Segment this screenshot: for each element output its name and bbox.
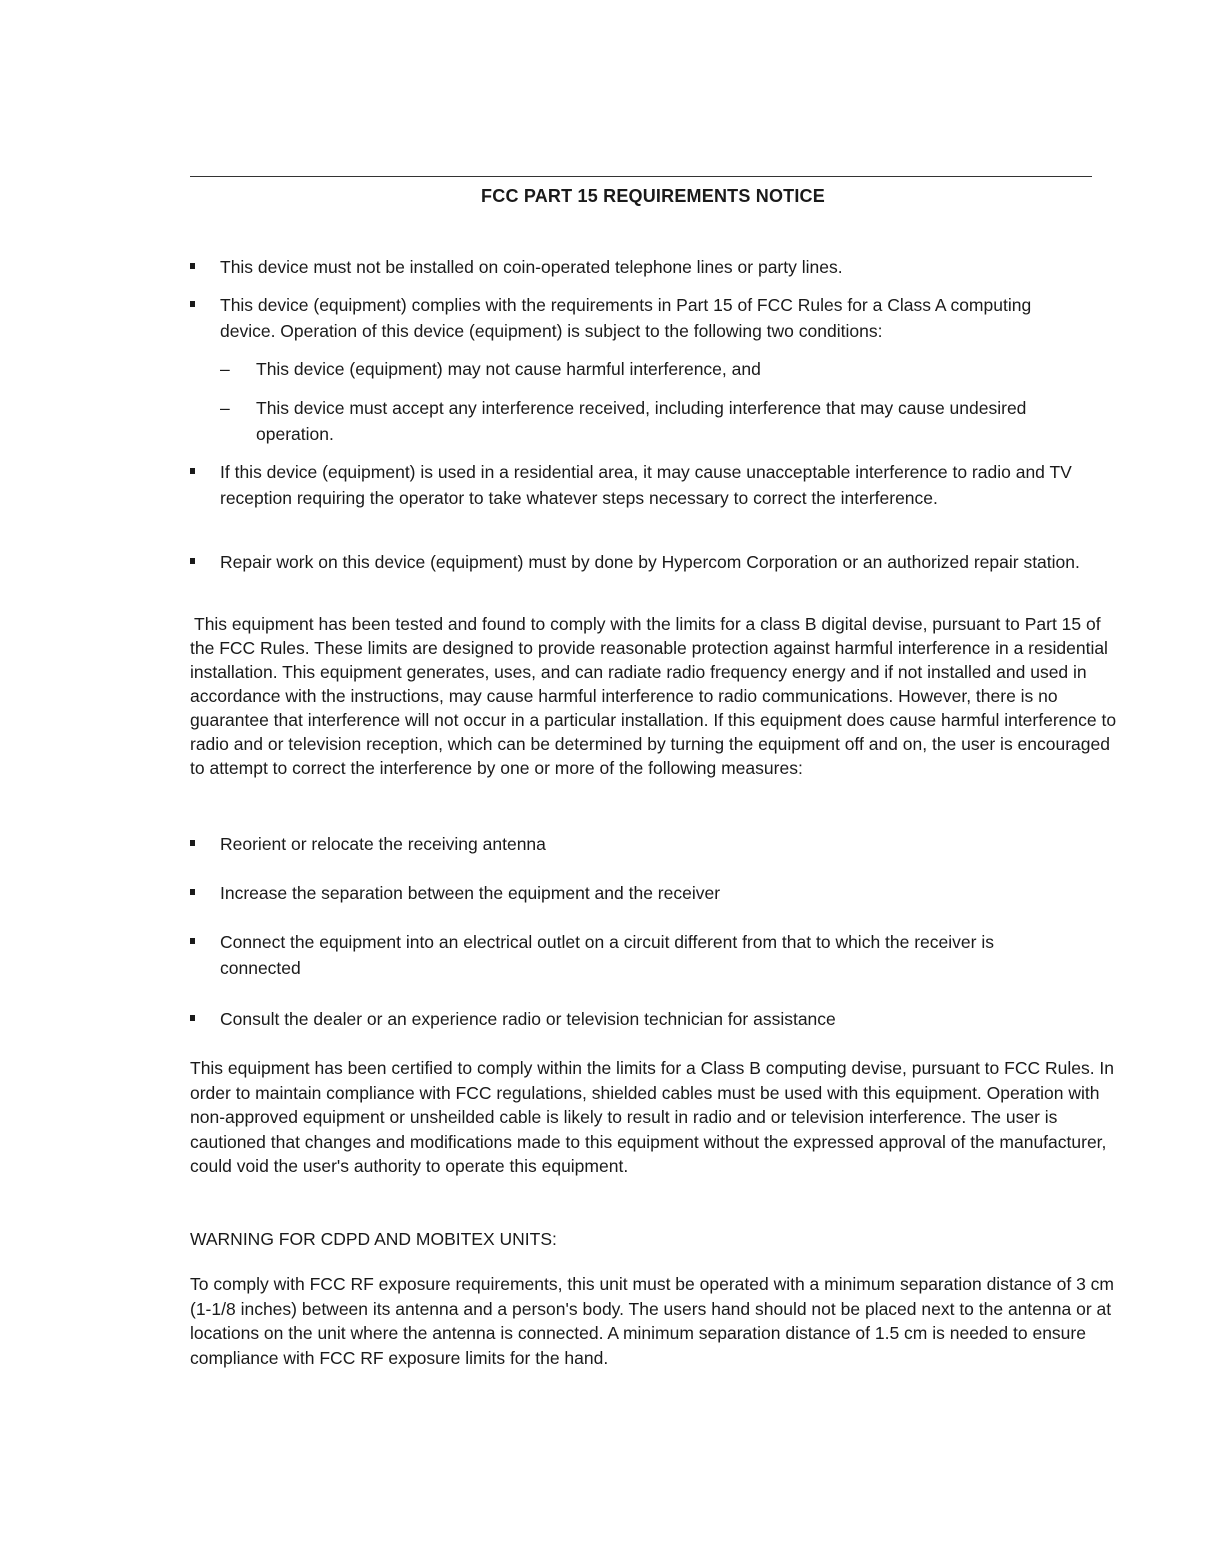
bullet-icon [190,1015,195,1021]
bullet-text: This device must not be installed on coin-operated telephone lines or party lines. [220,257,843,277]
bullet-text: If this device (equipment) is used in a residential area, it may cause unacceptable interference to radio and TV reception requiring the operator to take whatever steps necessary to correct the interference. [220,462,1072,508]
dash-marker: – [220,359,230,379]
measure-bullet [190,929,1070,981]
top-rule [190,176,1092,177]
warning-heading: WARNING FOR CDPD AND MOBITEX UNITS: [190,1229,557,1249]
dash-marker: – [220,398,230,418]
rf-exposure-paragraph: To comply with FCC RF exposure requirements, this unit must be operated with a minimum separation distance of 3 cm (1-1/8 inches) between its antenna and a person's body. The users hand should not be placed next to the antenna or at locations on the unit where the antenna is connected. A minimum separation distance of 1.5 cm is needed to ensure compliance with FCC RF exposure limits for the hand. [190,1274,1114,1368]
condition-item [220,356,1080,382]
bullet-text: This device (equipment) complies with the requirements in Part 15 of FCC Rules for a Class A computing device. Operation of this device (equipment) is subject to the following two conditions: [220,295,1032,341]
bullet-icon [190,889,195,895]
bullet-icon [190,558,195,564]
bullet-icon [190,263,195,269]
measure-text: Consult the dealer or an experience radio or television technician for assistance [220,1009,836,1029]
bullet-icon [190,301,195,307]
bullet-text: Repair work on this device (equipment) must by done by Hypercom Corporation or an authorized repair station. [220,552,1080,572]
measure-text: Connect the equipment into an electrical outlet on a circuit different from that to which the receiver is connected [220,932,994,978]
bullet-icon [190,938,195,944]
requirement-bullet [190,254,1090,280]
requirement-bullet [190,459,1080,511]
measure-bullet [190,1006,1090,1032]
condition-text: This device must accept any interference received, including interference that may cause undesired operation. [256,398,1027,444]
requirement-bullet [190,549,1080,575]
bullet-icon [190,468,195,474]
measure-text: Reorient or relocate the receiving antenna [220,834,546,854]
certification-paragraph: This equipment has been certified to comply within the limits for a Class B computing devise, pursuant to FCC Rules. In order to maintain compliance with FCC regulations, shielded cables must be used with this equipment. Operation with non-approved equipment or unsheilded cable is likely to result in radio and or television interference. The user is cautioned that changes and modifications made to this equipment without the expressed approval of the manufacturer, could void the user's authority to operate this equipment. [190,1058,1115,1176]
bullet-icon [190,840,195,846]
condition-item [220,395,1060,447]
measure-bullet [190,880,1090,906]
requirement-bullet [190,292,1070,344]
notice-title: FCC PART 15 REQUIREMENTS NOTICE [481,186,825,206]
measure-text: Increase the separation between the equipment and the receiver [220,883,721,903]
measure-bullet [190,831,1090,857]
test-compliance-paragraph: This equipment has been tested and found to comply with the limits for a class B digital devise, pursuant to Part 15 of the FCC Rules. These limits are designed to provide reasonable protection against harmful interference in a residential installation. This equipment generates, uses, and can radiate radio frequency energy and if not installed and used in accordance with the instructions, may cause harmful interference to radio communications. However, there is no guarantee that interference will not occur in a particular installation. If this equipment does cause harmful interference to radio and or television reception, which can be determined by turning the equipment off and on, the user is encouraged to attempt to correct the interference by one or more of the following measures: [190,614,1117,778]
condition-text: This device (equipment) may not cause harmful interference, and [256,359,761,379]
